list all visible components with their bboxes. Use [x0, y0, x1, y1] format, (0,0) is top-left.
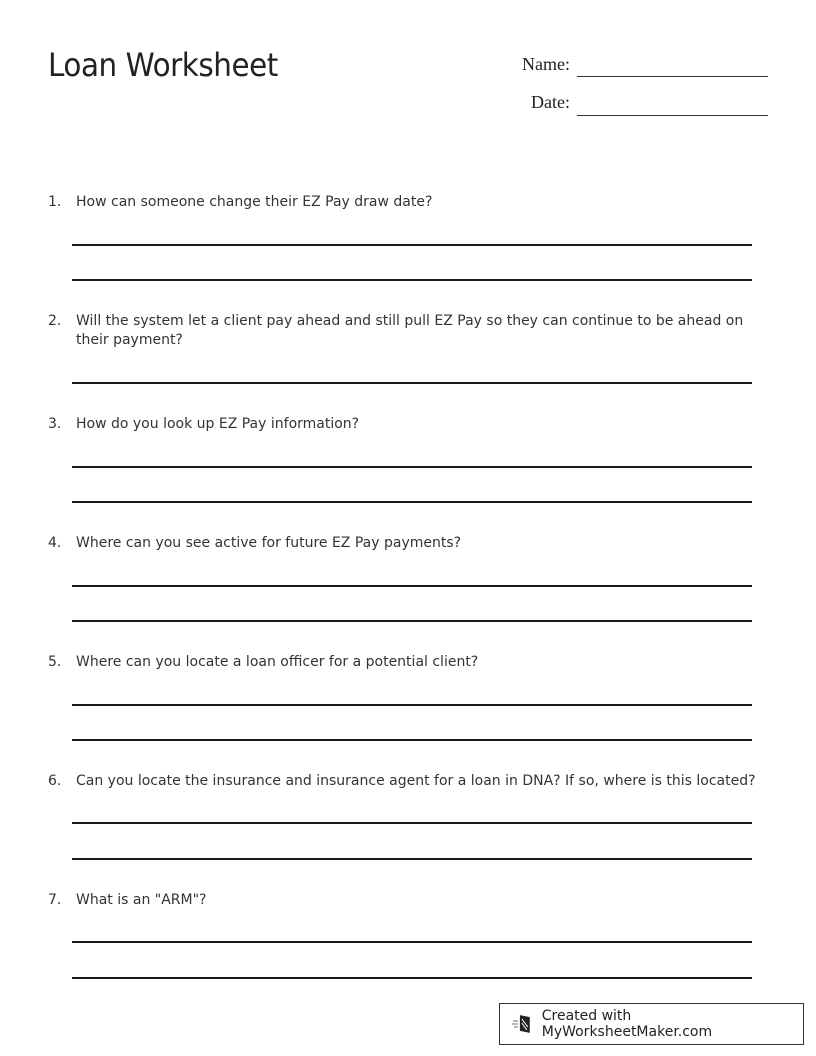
question-text: Will the system let a client pay ahead and still pull EZ Pay so they can continue to be ahead on their payment? [76, 313, 744, 348]
answer-line[interactable] [72, 244, 752, 246]
question-number: 3. [48, 416, 62, 432]
answer-line[interactable] [72, 466, 752, 468]
question-number: 6. [48, 773, 62, 789]
answer-line[interactable] [72, 977, 752, 979]
question-number: 7. [48, 892, 62, 908]
answer-line[interactable] [72, 739, 752, 741]
answer-line[interactable] [72, 822, 752, 824]
question-text: Where can you see active for future EZ Pay payments? [76, 535, 462, 551]
answer-line[interactable] [72, 858, 752, 860]
question-text: What is an "ARM"? [76, 892, 207, 908]
answer-line[interactable] [72, 501, 752, 503]
name-input-line[interactable] [577, 76, 768, 77]
badge-text: Created with MyWorksheetMaker.com [541, 1008, 713, 1040]
question-text: Where can you locate a loan officer for a potential client? [76, 654, 479, 670]
worksheet-maker-logo-icon [512, 1013, 534, 1035]
answer-line[interactable] [72, 704, 752, 706]
date-input-line[interactable] [577, 115, 768, 116]
question-number: 5. [48, 654, 62, 670]
created-with-badge[interactable] [499, 1003, 804, 1045]
page-title: Loan Worksheet [48, 46, 278, 84]
question-text: How do you look up EZ Pay information? [76, 416, 360, 432]
question-number: 2. [48, 313, 62, 329]
question-number: 1. [48, 194, 62, 210]
answer-line[interactable] [72, 585, 752, 587]
date-label: Date: [531, 92, 570, 112]
answer-line[interactable] [72, 279, 752, 281]
answer-line[interactable] [72, 941, 752, 943]
answer-line[interactable] [72, 382, 752, 384]
answer-line[interactable] [72, 620, 752, 622]
question-text: Can you locate the insurance and insurance agent for a loan in DNA? If so, where is this located? [76, 773, 756, 789]
question-text: How can someone change their EZ Pay draw date? [76, 194, 433, 210]
name-label: Name: [522, 54, 570, 74]
question-number: 4. [48, 535, 62, 551]
